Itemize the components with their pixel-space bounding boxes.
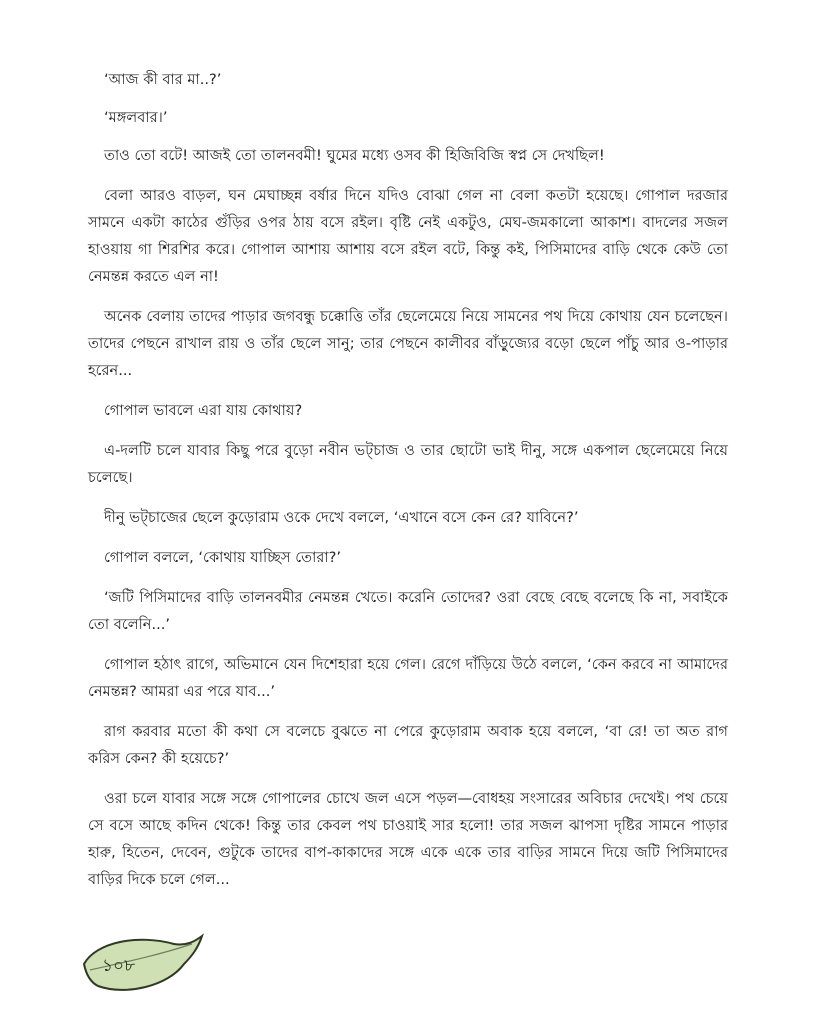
paragraph-12: রাগ করবার মতো কী কথা সে বলেচে বুঝতে না পেরে কুড়োরাম অবাক হয়ে বললে, ‘বা রে! তা অত রাগ করিস কেন? কী হয়েচে?’	[88, 723, 728, 767]
paragraph-3: তাও তো বটে! আজই তো তালনবমী! ঘুমের মধ্যে ওসব কী হিজিবিজি স্বপ্ন সে দেখছিল!	[104, 147, 605, 164]
paragraph-9: গোপাল বললে, ‘কোথায় যাচ্ছিস তোরা?’	[104, 549, 341, 566]
paragraph-4: বেলা আরও বাড়ল, ঘন মেঘাচ্ছন্ন বর্ষার দিনে যদিও বোঝা গেল না বেলা কতটা হয়েছে। গোপাল দরজার সামনে একটা কাঠের গুঁড়ির ওপর ঠায় বসে রইল। বৃষ্টি নেই একটুও, মেঘ-জমকালো আকাশ। বাদলের সজল হাওয়ায় গা শিরশির করে। গোপাল আশায় আশায় বসে রইল বটে, কিন্তু কই, পিসিমাদের বাড়ি থেকে কেউ তো নেমন্তন্ন করতে এল না!	[88, 187, 728, 285]
body-text	[88, 66, 728, 906]
paragraph-7: এ-দলটি চলে যাবার কিছু পরে বুড়ো নবীন ভট্চাজ ও তার ছোটো ভাই দীনু, সঙ্গে একপাল ছেলেমেয়ে নিয়ে চলেছে।	[88, 442, 728, 486]
paragraph-6: গোপাল ভাবলে এরা যায় কোথায়?	[104, 402, 303, 419]
paragraph-1: ‘আজ কী বার মা..?’	[104, 71, 222, 88]
paragraph-2: ‘মঙ্গলবার।’	[104, 109, 168, 126]
paragraph-5: অনেক বেলায় তাদের পাড়ার জগবন্ধু চক্কোত্তি তাঁর ছেলেমেয়ে নিয়ে সামনের পথ দিয়ে কোথায় যেন চলেছেন। তাদের পেছনে রাখাল রায় ও তাঁর ছেলে সানু; তার পেছনে কালীবর বাঁড়ুজ্যের বড়ো ছেলে পাঁচু আর ও-পাড়ার হরেন...	[88, 308, 728, 379]
paragraph-13: ওরা চলে যাবার সঙ্গে সঙ্গে গোপালের চোখে জল এসে পড়ল—বোধহয় সংসারের অবিচার দেখেই। পথ চেয়ে সে বসে আছে কদিন থেকে! কিন্তু তার কেবল পথ চাওয়াই সার হলো! তার সজল ঝাপসা দৃষ্টির সামনে পাড়ার হারু, হিতেন, দেবেন, গুটুকে তাদের বাপ-কাকাদের সঙ্গে একে একে তার বাড়ির সামনে দিয়ে জটি পিসিমাদের বাড়ির দিকে চলে গেল...	[88, 790, 728, 888]
paragraph-10: ‘জটি পিসিমাদের বাড়ি তালনবমীর নেমন্তন্ন খেতে। করেনি তোদের? ওরা বেছে বেছে বলেছে কি না, সবাইকে তো বলেনি...’	[88, 589, 728, 633]
leaf-icon	[76, 930, 206, 1002]
paragraph-8: দীনু ভট্চাজের ছেলে কুড়োরাম ওকে দেখে বললে, ‘এখানে বসে কেন রে? যাবিনে?’	[104, 509, 579, 526]
paragraph-11: গোপাল হঠাৎ রাগে, অভিমানে যেন দিশেহারা হয়ে গেল। রেগে দাঁড়িয়ে উঠে বললে, ‘কেন করবে না আমাদের নেমন্তন্ন? আমরা এর পরে যাব...’	[88, 656, 728, 700]
page-number: ১০৮	[102, 956, 136, 976]
